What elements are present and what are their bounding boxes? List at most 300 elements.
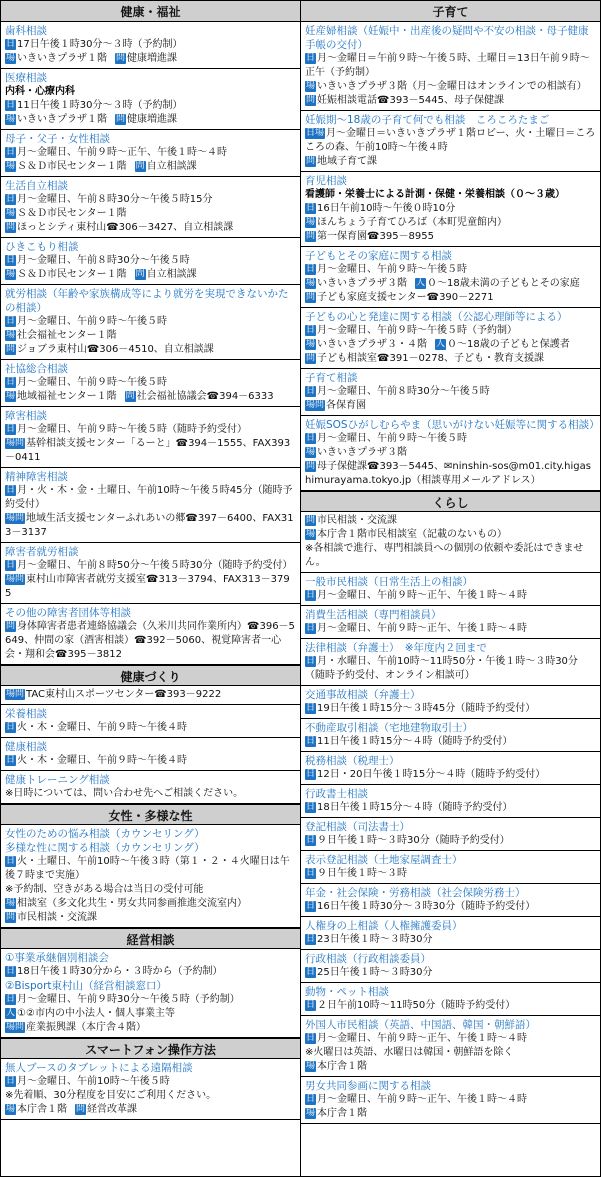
entry-title: 動物・ペット相談 xyxy=(305,986,389,998)
entry-title: 消費生活相談（専門相談員） xyxy=(305,609,442,621)
detail-line xyxy=(305,999,596,1013)
consultation-entry xyxy=(1,360,300,407)
detail-text: ０～18歳未満の子どもとその家庭 xyxy=(427,278,580,289)
detail-text: 相談室（多文化共生・男女共同参画推進交流室内） xyxy=(17,898,248,909)
detail-tag: 人 xyxy=(416,278,426,288)
detail-tag: 場 xyxy=(6,208,16,218)
consultation-entry xyxy=(1,407,300,468)
entry-title: 女性のための悩み相談（カウンセリング） xyxy=(5,828,205,840)
detail-text: 月・水曜日、午前10時～11時50分・午後１時～３時30分（随時予約受付、オンライン相談可） xyxy=(305,656,578,681)
consultation-entry xyxy=(301,573,600,606)
detail-tag: 日 xyxy=(306,703,316,713)
detail-line xyxy=(5,113,296,127)
detail-text: Ｓ＆Ｄ市民センター１階 xyxy=(17,269,127,280)
detail-text: ほんちょう子育てひろば（本町児童館内） xyxy=(317,217,508,228)
detail-line xyxy=(5,754,296,768)
detail-text: 社会福祉協議会☎394－6333 xyxy=(136,391,274,402)
left-column xyxy=(1,1,301,1176)
detail-line xyxy=(305,94,596,108)
detail-tag: 人 xyxy=(6,1008,16,1018)
detail-text: 19日午後１時15分～３時45分（随時予約受付） xyxy=(317,703,536,714)
entry-title: 妊娠期～18歳の子育て何でも相談 ころころたまご xyxy=(305,114,550,126)
detail-line xyxy=(305,514,596,528)
detail-line xyxy=(305,446,596,460)
detail-line xyxy=(5,993,296,1007)
detail-line xyxy=(5,437,296,465)
detail-tag: 問 xyxy=(306,292,316,302)
consultation-entry xyxy=(301,369,600,416)
detail-text: 月～金曜日、午前９時～正午、午後１時～４時 xyxy=(317,1033,528,1044)
entry-title: 一般市民相談（日常生活上の相談） xyxy=(305,576,473,588)
section-title-smartphone: スマートフォン操作方法 xyxy=(1,1038,300,1059)
consultation-entry xyxy=(1,177,300,238)
entry-title: 交通事故相談（弁護士） xyxy=(305,689,421,701)
entry-title: 育児相談 xyxy=(305,175,347,187)
consultation-entry xyxy=(301,686,600,719)
detail-tag: 問 xyxy=(6,621,16,631)
detail-line xyxy=(305,801,596,815)
entry-title: 社協総合相談 xyxy=(5,363,68,375)
detail-line xyxy=(305,52,596,80)
detail-tag: 問 xyxy=(125,391,135,401)
detail-tag: 場 xyxy=(306,1061,316,1071)
detail-line xyxy=(5,965,296,979)
detail-tag: 日 xyxy=(6,560,16,570)
consultation-entry xyxy=(1,543,300,604)
detail-tag: 場 xyxy=(306,447,316,457)
detail-tag: 問 xyxy=(306,353,316,363)
detail-text: ０～18歳の子どもと保護者 xyxy=(447,339,570,350)
entry-title: 表示登記相談（土地家屋調査士） xyxy=(305,854,463,866)
detail-text: いきいきプラザ３・４階 xyxy=(317,339,428,350)
detail-text: 月～金曜日、午前９時～正午、午後１時～４時 xyxy=(317,1094,528,1105)
detail-line xyxy=(305,655,596,683)
detail-tag: 日 xyxy=(6,966,16,976)
detail-line xyxy=(5,1075,296,1089)
detail-text: 月～金曜日、午前９時～午後５時（予約制） xyxy=(317,325,518,336)
detail-tag: 場 xyxy=(306,278,316,288)
detail-tag: 日 xyxy=(6,316,16,326)
entry-title: 法律相談（弁護士） ※年度内２回まで xyxy=(305,642,488,654)
detail-line xyxy=(5,390,296,404)
detail-tag: 問 xyxy=(6,912,16,922)
consultation-entry xyxy=(301,111,600,172)
detail-text: 17日午後１時30分～３時（予約制） xyxy=(17,39,183,50)
detail-text: 月～金曜日、午前９時～午後５時（随時予約受付） xyxy=(17,424,248,435)
detail-tag: 日 xyxy=(6,1076,16,1086)
detail-text: 18日午後１時30分から・３時から（予約制） xyxy=(17,966,223,977)
consultation-entry xyxy=(301,172,600,247)
detail-line xyxy=(305,263,596,277)
detail-line xyxy=(5,1007,296,1021)
detail-tag: 問 xyxy=(135,161,145,171)
consultation-entry xyxy=(301,512,600,573)
detail-line xyxy=(305,702,596,716)
detail-line xyxy=(305,352,596,366)
detail-line xyxy=(305,589,596,603)
detail-line xyxy=(305,933,596,947)
detail-tag: 場 xyxy=(6,330,16,340)
detail-tag: 場問 xyxy=(6,1022,25,1032)
detail-tag: 問 xyxy=(306,95,316,105)
detail-line xyxy=(305,202,596,216)
consultation-entry xyxy=(1,22,300,69)
detail-line xyxy=(5,855,296,883)
detail-line xyxy=(5,573,296,601)
entry-title: 人権身の上相談（人権擁護委員） xyxy=(305,920,463,932)
detail-line xyxy=(305,735,596,749)
section-title-business: 経営相談 xyxy=(1,928,300,949)
detail-text: ※先着順、30分程度を目安にご利用ください。 xyxy=(5,1090,217,1101)
consultation-entry xyxy=(1,285,300,360)
entry-title: 外国人市民相談（英語、中国語、韓国・朝鮮語） xyxy=(305,1019,536,1031)
detail-tag: 場 xyxy=(6,114,16,124)
detail-tag: 日 xyxy=(6,39,16,49)
entry-title: 無人ブースのタブレットによる遠隔相談 xyxy=(5,1062,193,1074)
entry-subtitle: 看護師・栄養士による計測・保健・栄養相談（０～３歳） xyxy=(305,189,565,200)
detail-line xyxy=(5,315,296,329)
detail-tag: 問 xyxy=(306,231,316,241)
detail-tag: 日 xyxy=(6,722,16,732)
detail-tag: 日 xyxy=(306,802,316,812)
detail-tag: 日 xyxy=(306,967,316,977)
detail-line xyxy=(305,216,596,230)
detail-text: 本庁舎１階 xyxy=(317,1061,368,1072)
detail-text: 母子保健課☎393－5445、✉ninshin-sos@m01.city.higashimurayama.tokyo.jp（相談専用メールアドレス） xyxy=(305,461,591,486)
entry-title: 妊産婦相談（妊娠中・出産後の疑問や不安の相談・母子健康手帳の交付） xyxy=(305,25,589,51)
detail-tag: 場 xyxy=(306,529,316,539)
detail-line xyxy=(305,768,596,782)
detail-line xyxy=(5,1089,296,1103)
consultation-entry xyxy=(1,771,300,804)
detail-text: 本庁舎１階 xyxy=(317,1108,368,1119)
detail-line xyxy=(5,512,296,540)
entry-title: 生活自立相談 xyxy=(5,180,68,192)
detail-text: ※日時については、問い合わせ先へご相談ください。 xyxy=(5,788,244,799)
detail-line xyxy=(5,254,296,268)
detail-tag: 日 xyxy=(6,424,16,434)
entry-title: 就労相談（年齢や家族構成等により就労を実現できないかたの相談） xyxy=(5,288,289,314)
detail-text: ９日午後１時～３時30分（随時予約受付） xyxy=(317,835,510,846)
detail-line xyxy=(5,343,296,357)
entry-title: 障害者就労相談 xyxy=(5,546,79,558)
detail-text: ２日午前10時～11時50分（随時予約受付） xyxy=(317,1000,516,1011)
entry-title: ひきこもり相談 xyxy=(5,241,79,253)
detail-text: 月～金曜日、午前９時～正午、午後１時～４時 xyxy=(17,147,228,158)
consultation-entry xyxy=(301,884,600,917)
detail-text: 月～金曜日、午前８時30分～午後５時15分 xyxy=(17,194,213,205)
detail-line xyxy=(5,52,296,66)
entry-title: 多様な性に関する相談（カウンセリング） xyxy=(5,842,205,854)
detail-text: 月～金曜日、午前10時～午後５時 xyxy=(17,1076,170,1087)
detail-tag: 日 xyxy=(306,736,316,746)
detail-tag: 日 xyxy=(6,255,16,265)
detail-text: 月～金曜日、午前９時～正午、午後１時～４時 xyxy=(317,590,528,601)
entry-title: 行政相談（行政相談委員） xyxy=(305,953,431,965)
detail-text: 火・土曜日、午前10時～午後３時（第１・２・４火曜日は午後７時まで実施） xyxy=(5,856,290,881)
detail-tag: 場問 xyxy=(6,689,25,699)
detail-tag: 場 xyxy=(6,898,16,908)
detail-tag: 場 xyxy=(6,269,16,279)
right-column xyxy=(301,1,600,1176)
consultation-entry xyxy=(1,604,300,665)
detail-text: Ｓ＆Ｄ市民センター１階 xyxy=(17,161,127,172)
detail-text: 子ども相談室☎391－0278、子ども・教育支援課 xyxy=(317,353,545,364)
section-title-health: 健康・福祉 xyxy=(1,1,300,22)
entry-title: 不動産取引相談（宅地建物取引士） xyxy=(305,722,473,734)
detail-line xyxy=(5,221,296,235)
detail-text: いきいきプラザ３階 xyxy=(317,447,408,458)
entry-title: 税務相談（税理士） xyxy=(305,755,400,767)
detail-tag: 問 xyxy=(116,53,126,63)
detail-text: TAC東村山スポーツセンター☎393－9222 xyxy=(26,689,222,700)
entry-title: 健康トレーニング相談 xyxy=(5,774,110,786)
detail-tag: 日 xyxy=(6,377,16,387)
detail-text: 月～金曜日、午前９時～午後５時 xyxy=(17,377,168,388)
consultation-entry xyxy=(301,639,600,686)
detail-text: ※予約制、空きがある場合は当日の受付可能 xyxy=(5,884,204,895)
consultation-entry xyxy=(301,983,600,1016)
detail-tag: 日 xyxy=(306,901,316,911)
consultation-entry xyxy=(1,949,300,1038)
detail-text: 第一保育園☎395－8955 xyxy=(317,231,435,242)
consultation-entry xyxy=(301,950,600,983)
detail-tag: 日 xyxy=(306,868,316,878)
detail-tag: 場 xyxy=(306,217,316,227)
detail-text: 市民相談・交流課 xyxy=(17,912,98,923)
detail-text: ９日午後１時～３時 xyxy=(317,868,408,879)
consultation-entry xyxy=(301,917,600,950)
detail-line xyxy=(305,127,596,155)
detail-text: 月～金曜日、午前９時～午後５時 xyxy=(17,316,168,327)
detail-line xyxy=(5,484,296,512)
detail-tag: 問 xyxy=(6,344,16,354)
detail-tag: 問 xyxy=(306,461,316,471)
detail-line xyxy=(305,80,596,94)
detail-line xyxy=(305,230,596,244)
detail-text: 東村山市障害者就労支援室☎313－3794、FAX313－3795 xyxy=(5,574,290,599)
detail-text: 16日午後１時30分～３時30分（随時予約受付） xyxy=(317,901,536,912)
entry-title: 登記相談（司法書士） xyxy=(305,821,410,833)
detail-tag: 日 xyxy=(306,590,316,600)
entry-title: 男女共同参画に関する相談 xyxy=(305,1080,431,1092)
detail-tag: 日 xyxy=(306,386,316,396)
consultation-entry xyxy=(301,818,600,851)
entry-title: 精神障害相談 xyxy=(5,471,68,483)
detail-text: 月～金曜日、午前９時～午後５時 xyxy=(317,264,468,275)
section-title-parenting: 子育て xyxy=(301,1,600,22)
detail-line xyxy=(305,900,596,914)
detail-line xyxy=(5,207,296,221)
detail-text: 23日午後１時～３時30分 xyxy=(317,934,433,945)
section-title-fitness: 健康づくり xyxy=(1,665,300,686)
detail-tag: 日 xyxy=(306,623,316,633)
detail-tag: 問 xyxy=(6,222,16,232)
entry-title: ②Bisport東村山（経営相談窓口） xyxy=(5,980,168,992)
detail-text: ジョブラ東村山☎306－4510、自立相談課 xyxy=(17,344,214,355)
detail-line xyxy=(5,329,296,343)
detail-text: 各保育園 xyxy=(326,400,367,411)
detail-line xyxy=(305,1032,596,1046)
detail-line xyxy=(305,867,596,881)
detail-text: いきいきプラザ１階 xyxy=(17,114,108,125)
detail-line xyxy=(305,1060,596,1074)
detail-text: 妊娠相談電話☎393－5445、母子保健課 xyxy=(317,95,505,106)
detail-tag: 日 xyxy=(6,100,16,110)
consultation-entry xyxy=(1,1059,300,1120)
detail-line xyxy=(5,897,296,911)
detail-text: 健康増進課 xyxy=(127,114,178,125)
consultation-entry xyxy=(301,1016,600,1077)
detail-tag: 場問 xyxy=(6,513,25,523)
detail-line xyxy=(305,834,596,848)
detail-text: 本庁舎１階市民相談室（記載のないもの） xyxy=(317,529,508,540)
detail-text: 地域福祉センター１階 xyxy=(17,391,117,402)
detail-tag: 日 xyxy=(306,325,316,335)
detail-line xyxy=(5,688,296,702)
detail-line xyxy=(5,620,296,662)
consultation-entry xyxy=(1,705,300,738)
detail-text: 16日午前10時～午後０時10分 xyxy=(317,203,456,214)
detail-tag: 日 xyxy=(306,433,316,443)
detail-tag: 日 xyxy=(6,194,16,204)
entry-title: 母子・父子・女性相談 xyxy=(5,133,110,145)
consultation-entry xyxy=(301,247,600,308)
consultation-entry xyxy=(1,238,300,285)
detail-line xyxy=(305,622,596,636)
detail-text: 社会福祉センター１階 xyxy=(17,330,117,341)
detail-tag: 日 xyxy=(306,264,316,274)
detail-line xyxy=(305,324,596,338)
detail-text: 自立相談課 xyxy=(146,161,197,172)
detail-line xyxy=(5,559,296,573)
detail-line xyxy=(5,193,296,207)
entry-title: 年金・社会保険・労務相談（社会保険労務士） xyxy=(305,887,526,899)
detail-text: ほっとシティ東村山☎306－3427、自立相談課 xyxy=(17,222,234,233)
entry-title: ①事業承継個別相談会 xyxy=(5,952,109,964)
entry-title: 歯科相談 xyxy=(5,25,47,37)
detail-tag: 日 xyxy=(306,769,316,779)
detail-line xyxy=(305,528,596,542)
entry-title: 妊娠SOSひがしむらやま（思いがけない妊娠等に関する相談） xyxy=(305,419,600,431)
detail-text: 月～金曜日、午前９時～午後５時 xyxy=(317,433,468,444)
detail-line xyxy=(5,376,296,390)
detail-tag: 日 xyxy=(306,656,316,666)
detail-tag: 日 xyxy=(306,203,316,213)
detail-text: 25日午後１時～３時30分 xyxy=(317,967,433,978)
detail-line xyxy=(5,146,296,160)
detail-text: 健康増進課 xyxy=(127,53,178,64)
entry-title: 行政書士相談 xyxy=(305,788,368,800)
consultation-entry xyxy=(301,1077,600,1124)
detail-line xyxy=(305,155,596,169)
detail-text: 月～金曜日、午前８時30分～午後５時 xyxy=(317,386,490,397)
detail-text: 18日午後１時15分～４時（随時予約受付） xyxy=(317,802,513,813)
detail-line xyxy=(305,542,596,570)
detail-text: いきいきプラザ１階 xyxy=(17,53,108,64)
detail-tag: 場 xyxy=(306,1108,316,1118)
detail-text: いきいきプラザ３階 xyxy=(317,278,408,289)
detail-tag: 場問 xyxy=(6,438,25,448)
consultation-entry xyxy=(301,752,600,785)
detail-line xyxy=(5,160,296,174)
detail-line xyxy=(305,291,596,305)
detail-line xyxy=(305,277,596,291)
consultation-entry xyxy=(301,308,600,369)
detail-text: 地域生活支援センターふれあいの郷☎397－6400、FAX313－3137 xyxy=(5,513,294,538)
detail-text: 子ども家庭支援センター☎390－2271 xyxy=(317,292,494,303)
consultation-entry xyxy=(301,785,600,818)
detail-text: 月～金曜日＝午前９時～午後５時、土曜日＝13日午前９時～正午（予約制） xyxy=(305,53,590,78)
section-title-women: 女性・多様な性 xyxy=(1,804,300,825)
detail-line xyxy=(305,432,596,446)
detail-line xyxy=(305,1107,596,1121)
detail-line xyxy=(305,338,596,352)
detail-text: Ｓ＆Ｄ市民センター１階 xyxy=(17,208,127,219)
detail-tag: 日 xyxy=(6,755,16,765)
detail-tag: 場 xyxy=(6,53,16,63)
detail-tag: 日 xyxy=(306,53,316,63)
detail-tag: 日 xyxy=(6,856,16,866)
detail-line xyxy=(5,423,296,437)
detail-text: 火・木・金曜日、午前９時～午後４時 xyxy=(17,722,188,733)
detail-line xyxy=(5,38,296,52)
detail-tag: 場 xyxy=(306,81,316,91)
detail-line xyxy=(305,1046,596,1060)
entry-subtitle: 内科・心療内科 xyxy=(5,86,75,97)
detail-tag: 問 xyxy=(76,1104,86,1114)
detail-tag: 日 xyxy=(6,147,16,157)
detail-line xyxy=(5,883,296,897)
consultation-entry xyxy=(1,686,300,705)
entry-title: その他の障害者団体等相談 xyxy=(5,607,131,619)
entry-title: 医療相談 xyxy=(5,72,47,84)
section-title-living: くらし xyxy=(301,491,600,512)
consultation-entry xyxy=(1,825,300,928)
consultation-entry xyxy=(1,130,300,177)
detail-text: 自立相談課 xyxy=(146,269,197,280)
detail-tag: 場 xyxy=(6,161,16,171)
detail-line xyxy=(5,99,296,113)
detail-text: 月～金曜日、午前９時30分～午後５時（予約制） xyxy=(17,994,240,1005)
detail-line xyxy=(305,385,596,399)
detail-tag: 問 xyxy=(135,269,145,279)
detail-tag: 問 xyxy=(306,156,316,166)
detail-line xyxy=(5,1103,296,1117)
detail-tag: 人 xyxy=(436,339,446,349)
detail-text: 月～金曜日、午前９時～正午、午後１時～４時 xyxy=(317,623,528,634)
detail-tag: 日 xyxy=(306,835,316,845)
detail-tag: 場 xyxy=(6,391,16,401)
detail-text: 経営改革課 xyxy=(87,1104,138,1115)
detail-tag: 日 xyxy=(6,485,16,495)
detail-line xyxy=(305,399,596,413)
detail-tag: 日 xyxy=(306,1000,316,1010)
detail-text: 11日午後１時30分～３時（予約制） xyxy=(17,100,183,111)
detail-text: 月・火・木・金・土曜日、午前10時～午後５時45分（随時予約受付） xyxy=(5,485,293,510)
detail-text: 月～金曜日＝いきいきプラザ１階ロビー、火・土曜日＝ころころの森、午前10時～午後４時 xyxy=(305,128,596,153)
detail-text: 月～金曜日、午前８時50分～午後５時30分（随時予約受付） xyxy=(17,560,293,571)
detail-tag: 場 xyxy=(306,339,316,349)
consultation-entry xyxy=(301,22,600,111)
entry-title: 子育て相談 xyxy=(305,372,358,384)
detail-tag: 場 xyxy=(6,1104,16,1114)
consultation-entry xyxy=(1,738,300,771)
detail-text: ※火曜日は英語、水曜日は韓国・朝鮮語を除く xyxy=(305,1047,514,1058)
detail-text: 市民相談・交流課 xyxy=(317,515,398,526)
detail-text: 基幹相談支援センター「るーと」☎394－1555、FAX393－0411 xyxy=(5,438,291,463)
detail-line xyxy=(305,460,596,488)
